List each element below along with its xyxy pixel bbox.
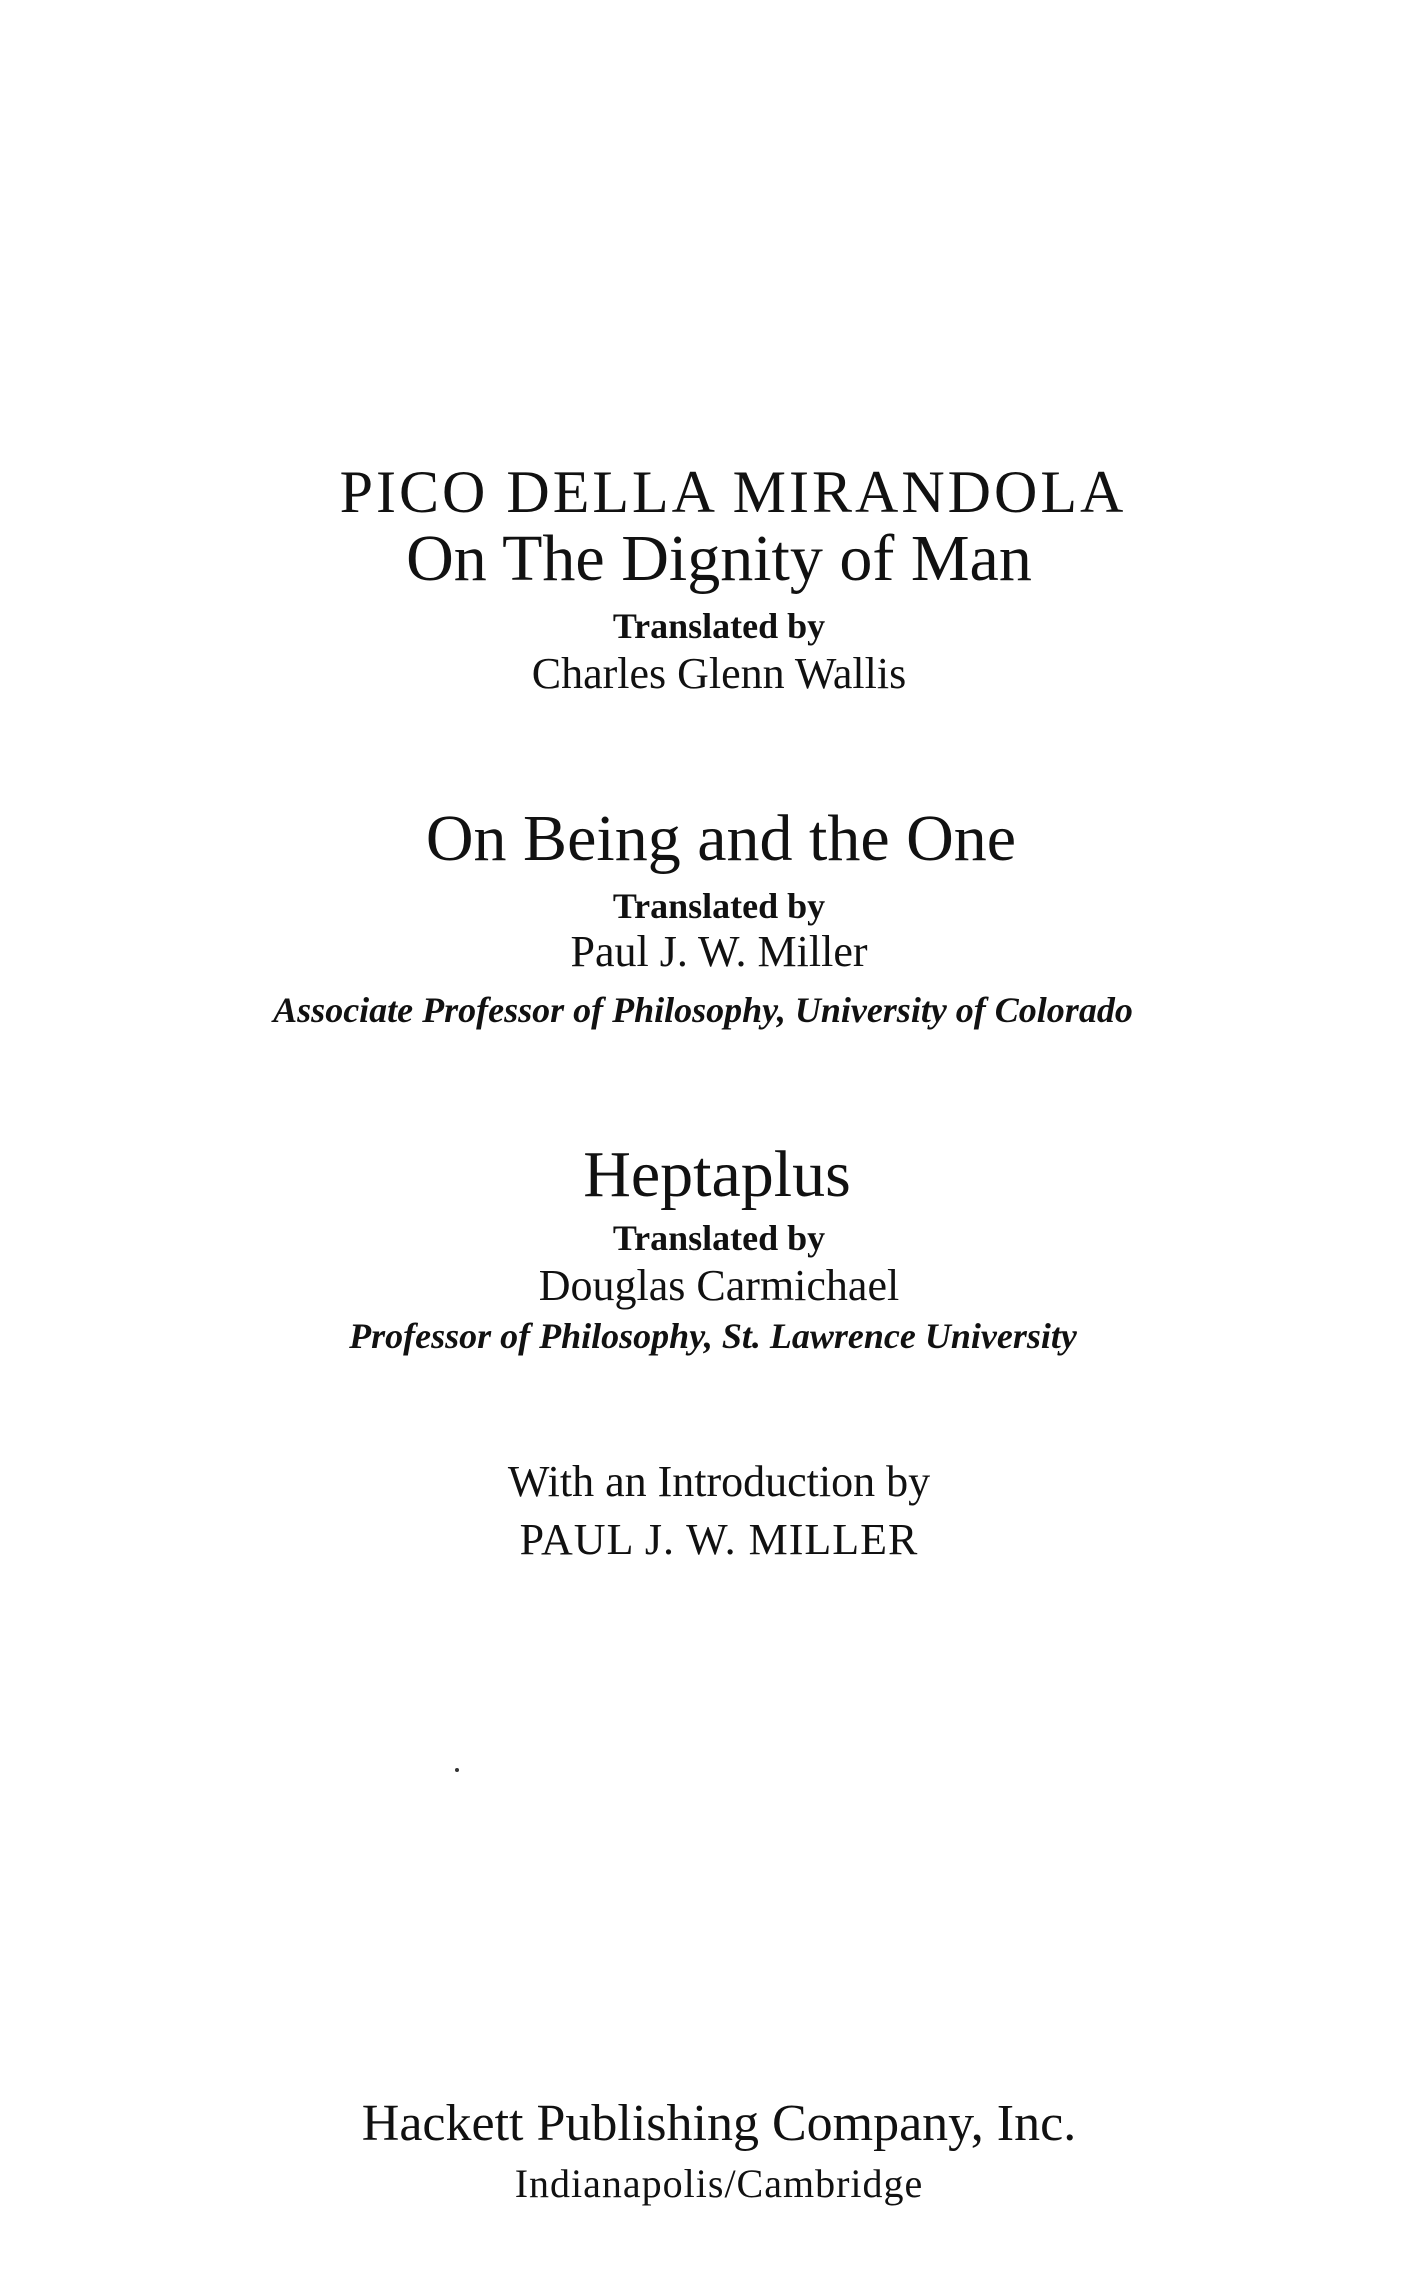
translator-wallis: Charles Glenn Wallis xyxy=(531,649,907,698)
work-title-heptaplus: Heptaplus xyxy=(583,1138,851,1211)
translator-carmichael: Douglas Carmichael xyxy=(538,1261,900,1310)
print-speck xyxy=(455,1768,459,1772)
translator-affiliation: Professor of Philosophy, St. Lawrence University xyxy=(349,1316,1077,1356)
introduction-author: PAUL J. W. MILLER xyxy=(519,1515,919,1564)
publisher-name: Hackett Publishing Company, Inc. xyxy=(361,2095,1077,2152)
introduction-label: With an Introduction by xyxy=(507,1457,931,1506)
translated-by-label: Translated by xyxy=(612,606,826,646)
work-title-dignity: On The Dignity of Man xyxy=(406,522,1032,595)
publisher-place: Indianapolis/Cambridge xyxy=(514,2161,924,2206)
translator-affiliation: Associate Professor of Philosophy, University of Colorado xyxy=(273,990,1133,1030)
translated-by-label: Translated by xyxy=(612,886,826,926)
translated-by-label: Translated by xyxy=(612,1218,826,1258)
work-title-being-one: On Being and the One xyxy=(425,802,1017,875)
author-name: PICO DELLA MIRANDOLA xyxy=(339,459,1127,525)
translator-miller: Paul J. W. Miller xyxy=(570,927,868,976)
